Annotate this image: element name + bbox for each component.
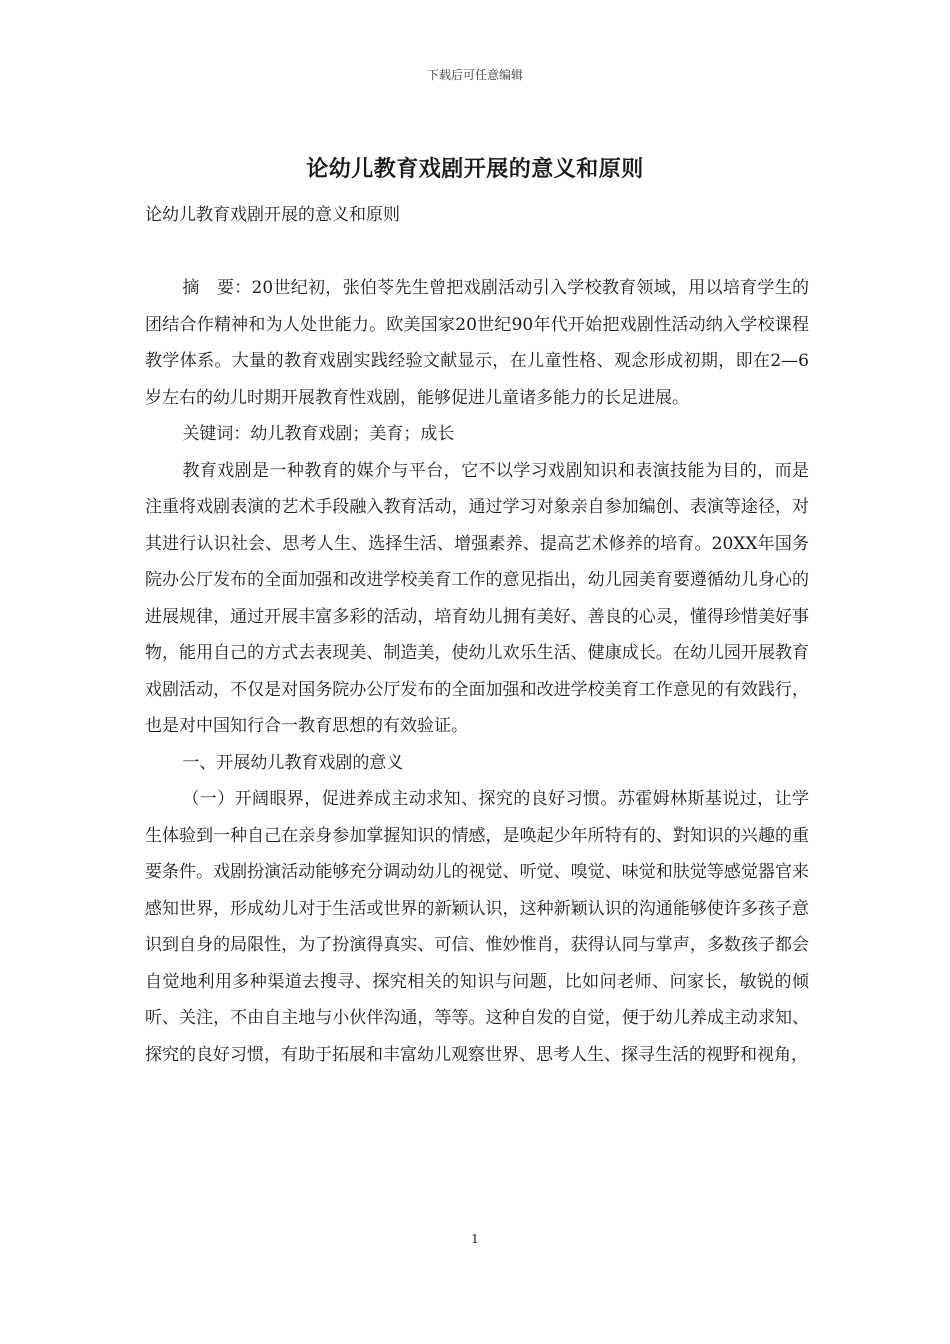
document-subtitle: 论幼儿教育戏剧开展的意义和原则: [145, 205, 400, 225]
page-header-note: 下载后可任意编辑: [426, 68, 523, 82]
section-heading: 一、开展幼儿教育戏剧的意义: [182, 752, 404, 773]
document-title: 论幼儿教育戏剧开展的意义和原则: [306, 156, 644, 182]
keywords-paragraph: 关键词：幼儿教育戏剧；美育；成长: [182, 424, 455, 444]
body-paragraph: （一）开阔眼界，促进养成主动求知、探究的良好习惯。苏霍姆林斯基说过，让学生体验到一种自己在亲身参加掌握知识的情感，是唤起少年所特有的、對知识的兴趣的重要条件。戏剧扮演活动能够充分调动幼儿的视觉、听觉、嗅觉、味觉和肤觉等感觉器官来感知世界，形成幼儿对于生活或世界的新颖认识，这种新颖认识的沟通能够使许多孩子意识到自身的局限性，为了扮演得真实、可信、惟妙惟肖，获得认同与掌声，多数孩子都会自觉地利用多种渠道去搜寻、探究相关的知识与问题，比如问老师、问家长，敏锐的倾听、关注，不由自主地与小伙伴沟通，等等。这种自发的自觉，便于幼儿养成主动求知、探究的良好习惯，有助于拓展和丰富幼儿观察世界、思考人生、探寻生活的视野和视角，: [145, 789, 809, 1065]
document-body: [145, 270, 809, 1073]
body-paragraph: 教育戏剧是一种教育的媒介与平台，它不以学习戏剧知识和表演技能为目的，而是注重将戏剧表演的艺术手段融入教育活动，通过学习对象亲自参加编创、表演等途径，对其进行认识社会、思考人生、选择生活、增强素养、提高艺术修养的培育。20XX年国务院办公厅发布的全面加强和改进学校美育工作的意见指出，幼儿园美育要遵循幼儿身心的进展规律，通过开展丰富多彩的活动，培育幼儿拥有美好、善良的心灵，懂得珍惜美好事物，能用自己的方式去表现美、制造美，使幼儿欢乐生活、健康成长。在幼儿园开展教育戏剧活动，不仅是对国务院办公厅发布的全面加强和改进学校美育工作意见的有效践行，也是对中国知行合一教育思想的有效验证。: [145, 460, 809, 736]
page-number: 1: [471, 1232, 479, 1246]
abstract-paragraph: 摘 要：20世纪初，张伯苓先生曾把戏剧活动引入学校教育领域，用以培育学生的团结合作精神和为人处世能力。欧美国家20世纪90年代开始把戏剧性活动纳入学校课程教学体系。大量的教育戏剧实践经验文献显示，在儿童性格、观念形成初期，即在2—6岁左右的幼儿时期开展教育性戏剧，能够促进儿童诸多能力的长足进展。: [145, 278, 809, 408]
